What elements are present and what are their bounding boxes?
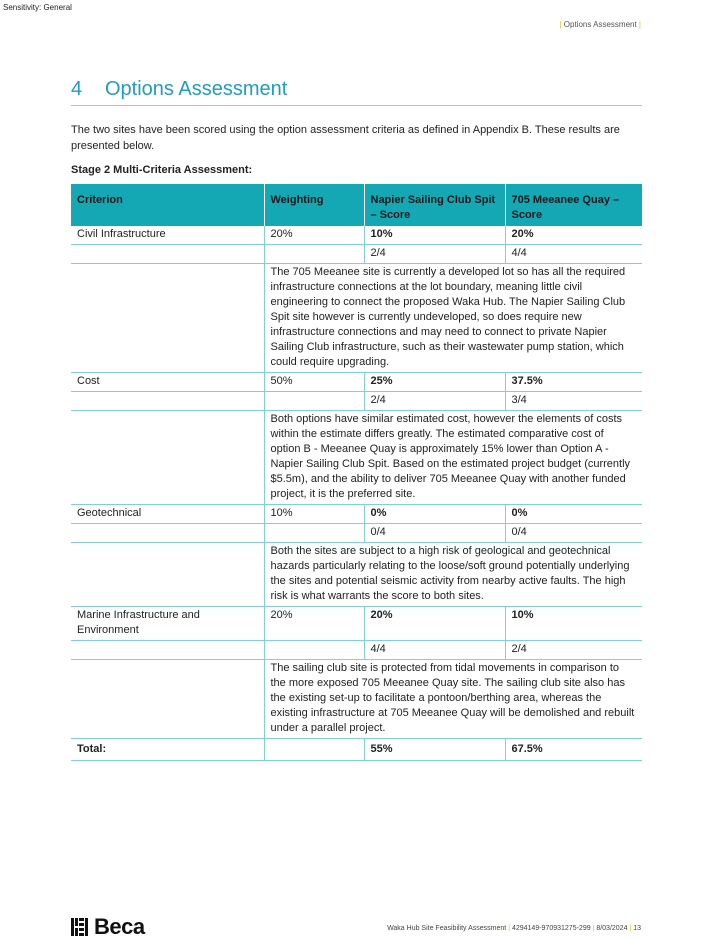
running-header: | Options Assessment |: [559, 20, 641, 29]
empty-cell: [71, 660, 264, 739]
points-b-cell: 4/4: [505, 245, 642, 264]
table-title: Stage 2 Multi-Criteria Assessment:: [71, 164, 253, 176]
company-logo: [71, 916, 145, 938]
points-a-cell: 2/4: [364, 245, 505, 264]
section-title: Options Assessment: [105, 78, 288, 100]
points-b-cell: 2/4: [505, 641, 642, 660]
header-criterion: Criterion: [71, 184, 264, 226]
empty-cell: [71, 524, 264, 543]
table-row: [71, 524, 642, 543]
mca-table: [71, 184, 642, 761]
points-b-cell: 3/4: [505, 392, 642, 411]
empty-cell: [264, 524, 364, 543]
header-weighting: Weighting: [264, 184, 364, 226]
criterion-cell: Cost: [71, 373, 264, 392]
section-number: 4: [71, 78, 83, 100]
logo-wordmark: Beca: [94, 914, 145, 939]
empty-cell: [71, 392, 264, 411]
empty-cell: [264, 641, 364, 660]
score-b-cell: 37.5%: [505, 373, 642, 392]
score-a-cell: 10%: [364, 226, 505, 245]
table-header-row: [71, 184, 642, 226]
table-row: [71, 411, 642, 505]
header-score-a: Napier Sailing Club Spit – Score: [364, 184, 505, 226]
points-a-cell: 2/4: [364, 392, 505, 411]
empty-cell: [71, 543, 264, 607]
footer-doc-title: Waka Hub Site Feasibility Assessment: [387, 925, 507, 932]
weighting-cell: 50%: [264, 373, 364, 392]
table-row: [71, 607, 642, 641]
comment-cell: Both the sites are subject to a high risk of geological and geotechnical hazards particularly relating to the loose/soft ground potentially underlying the sites and potential seismic activity from nearby active faults. The high risk is what warrants the score to both sites.: [264, 543, 642, 607]
empty-cell: [71, 245, 264, 264]
table-row: [71, 245, 642, 264]
comment-cell: The sailing club site is protected from tidal movements in comparison to the more exposed 705 Meeanee Quay site. The sailing club site also has the existing set-up to facilitate a pontoon/berthing area, whereas the existing infrastructure at 705 Meeanee Quay will be demolished and rebuilt under a parallel project.: [264, 660, 642, 739]
points-a-cell: 4/4: [364, 641, 505, 660]
total-score-a: 55%: [364, 739, 505, 761]
sensitivity-label: Sensitivity: General: [3, 3, 72, 12]
footer-date: 8/03/2024: [596, 925, 628, 932]
comment-cell: The 705 Meeanee site is currently a developed lot so has all the required infrastructure connections at the lot boundary, meaning little civil engineering to connect the proposed Waka Hub. The Napier Sailing Club Spit site however is currently undeveloped, so does require new infrastructure connections and may need to connect to private Napier Sailing Club infrastructure, such as their wastewater pump station, which could require upgrading.: [264, 264, 642, 373]
beca-logo-icon: [71, 918, 91, 936]
score-b-cell: 20%: [505, 226, 642, 245]
criterion-cell: Geotechnical: [71, 505, 264, 524]
table-row: [71, 373, 642, 392]
empty-cell: [71, 641, 264, 660]
criterion-cell: Civil Infrastructure: [71, 226, 264, 245]
empty-cell: [71, 264, 264, 373]
table-row: [71, 264, 642, 373]
weighting-cell: 20%: [264, 226, 364, 245]
weighting-cell: 20%: [264, 607, 364, 641]
footer-doc-ref: 4294149-970931275-299: [511, 925, 591, 932]
intro-paragraph: The two sites have been scored using the option assessment criteria as defined in Appendix B. These results are presented below.: [71, 124, 620, 152]
empty-cell: [71, 411, 264, 505]
table-row: [71, 392, 642, 411]
table-row: [71, 641, 642, 660]
running-header-section: Options Assessment: [563, 20, 637, 29]
page-footer: Waka Hub Site Feasibility Assessment | 4294149-970931275-299 | 8/03/2024 | 13: [387, 925, 641, 932]
score-b-cell: 0%: [505, 505, 642, 524]
table-row: [71, 660, 642, 739]
section-heading: [71, 78, 642, 106]
page-number: 13: [633, 925, 641, 932]
score-b-cell: 10%: [505, 607, 642, 641]
empty-cell: [264, 245, 364, 264]
score-a-cell: 25%: [364, 373, 505, 392]
table-row: [71, 505, 642, 524]
points-b-cell: 0/4: [505, 524, 642, 543]
points-a-cell: 0/4: [364, 524, 505, 543]
table-row: [71, 543, 642, 607]
criterion-cell: Marine Infrastructure and Environment: [71, 607, 264, 641]
total-weighting: [264, 739, 364, 761]
score-a-cell: 0%: [364, 505, 505, 524]
header-score-b: 705 Meeanee Quay – Score: [505, 184, 642, 226]
empty-cell: [264, 392, 364, 411]
total-score-b: 67.5%: [505, 739, 642, 761]
score-a-cell: 20%: [364, 607, 505, 641]
weighting-cell: 10%: [264, 505, 364, 524]
total-row: [71, 739, 642, 761]
comment-cell: Both options have similar estimated cost, however the elements of costs within the estimate differs greatly. The estimated comparative cost of option B - Meeanee Quay is approximately 15% lower than Option A - Napier Sailing Club Spit. Based on the estimated project budget (currently $5.5m), and the ability to deliver 705 Meeanee Quay with another funded project, it is the preferred site.: [264, 411, 642, 505]
total-label: Total:: [71, 739, 264, 761]
table-row: [71, 226, 642, 245]
